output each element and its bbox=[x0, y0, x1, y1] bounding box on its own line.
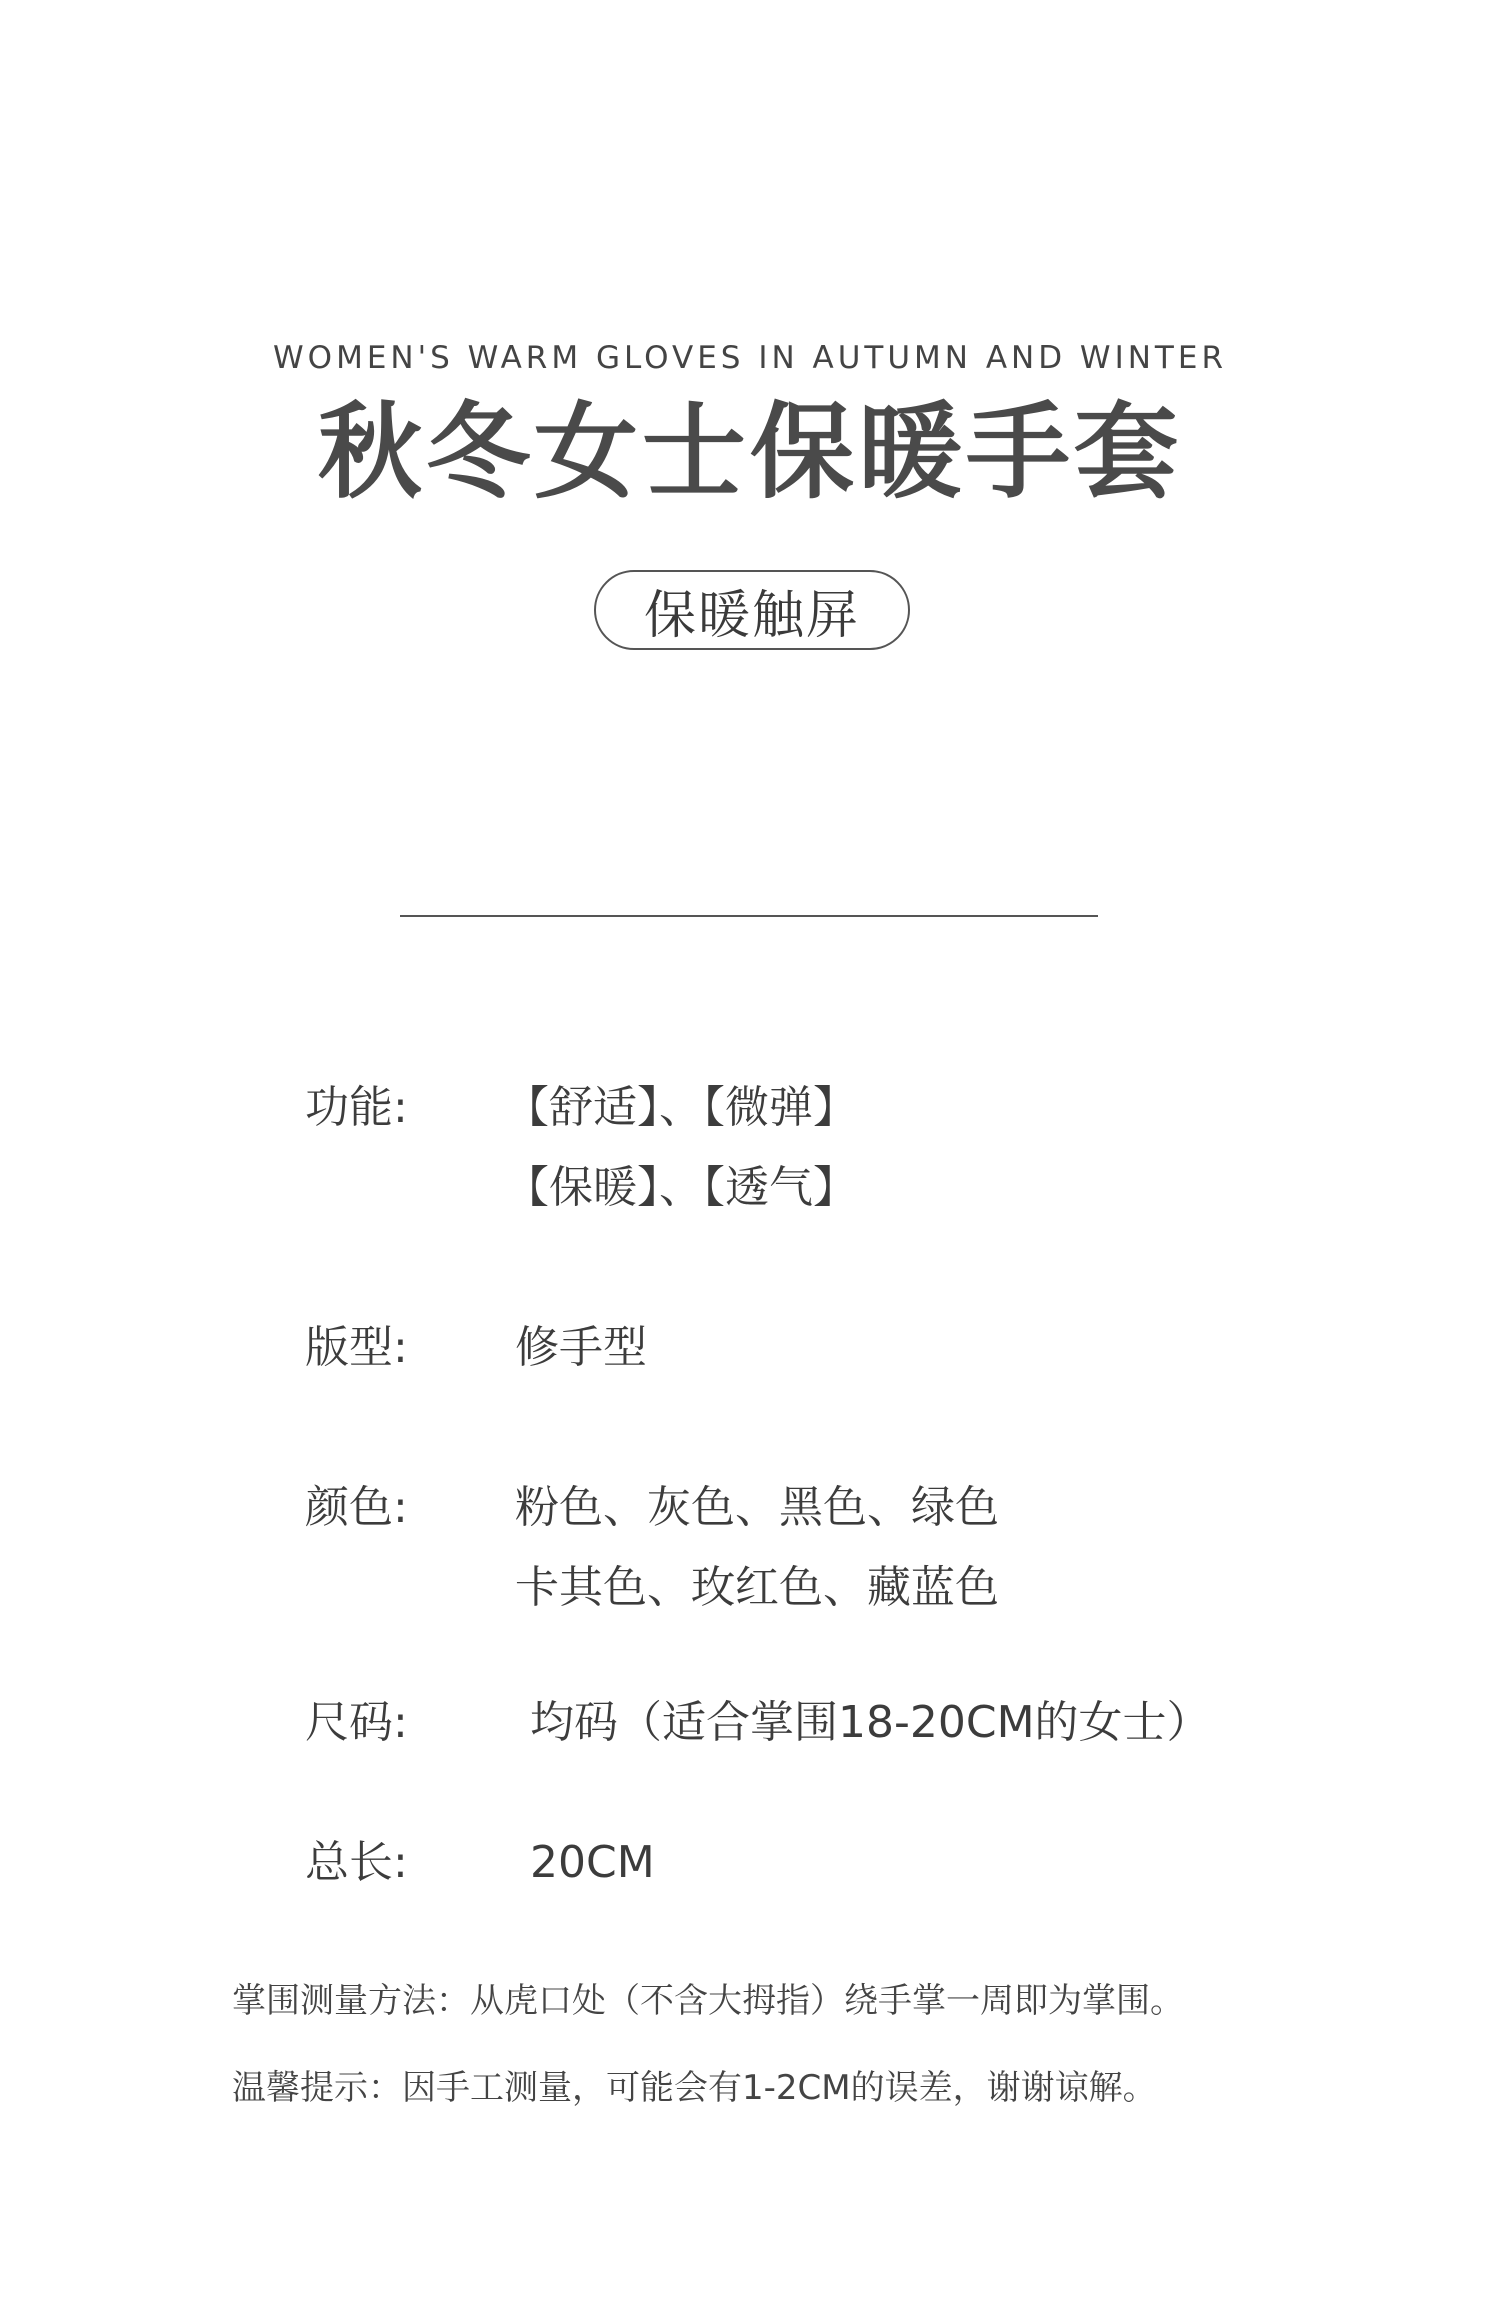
spec-label-fit: 版型: bbox=[305, 1322, 408, 1373]
spec-value-color-line2: 卡其色、玫红色、藏蓝色 bbox=[515, 1562, 999, 1613]
spec-label-function: 功能: bbox=[305, 1082, 408, 1133]
reminder-note: 温馨提示：因手工测量，可能会有1-2CM的误差，谢谢谅解。 bbox=[232, 2068, 1157, 2108]
spec-value-function-line2: 【保暖】、【透气】 bbox=[505, 1162, 857, 1213]
spec-value-color-line1: 粉色、灰色、黑色、绿色 bbox=[515, 1482, 999, 1533]
spec-label-color: 颜色: bbox=[305, 1482, 408, 1533]
page-title: 秋冬女士保暖手套 bbox=[317, 391, 1182, 513]
section-divider bbox=[400, 915, 1098, 917]
measure-note: 掌围测量方法：从虎口处（不含大拇指）绕手掌一周即为掌围。 bbox=[232, 1981, 1184, 2021]
english-subtitle: WOMEN'S WARM GLOVES IN AUTUMN AND WINTER bbox=[273, 340, 1227, 376]
spec-value-function-line1: 【舒适】、【微弹】 bbox=[505, 1082, 857, 1133]
spec-value-size: 均码（适合掌围18-20CM的女士） bbox=[530, 1697, 1211, 1748]
spec-value-length: 20CM bbox=[530, 1837, 655, 1888]
feature-badge-label: 保暖触屏 bbox=[643, 585, 860, 646]
feature-badge bbox=[594, 570, 910, 650]
spec-label-size: 尺码: bbox=[305, 1697, 408, 1748]
spec-label-length: 总长: bbox=[305, 1837, 408, 1888]
spec-value-fit: 修手型 bbox=[515, 1322, 647, 1373]
